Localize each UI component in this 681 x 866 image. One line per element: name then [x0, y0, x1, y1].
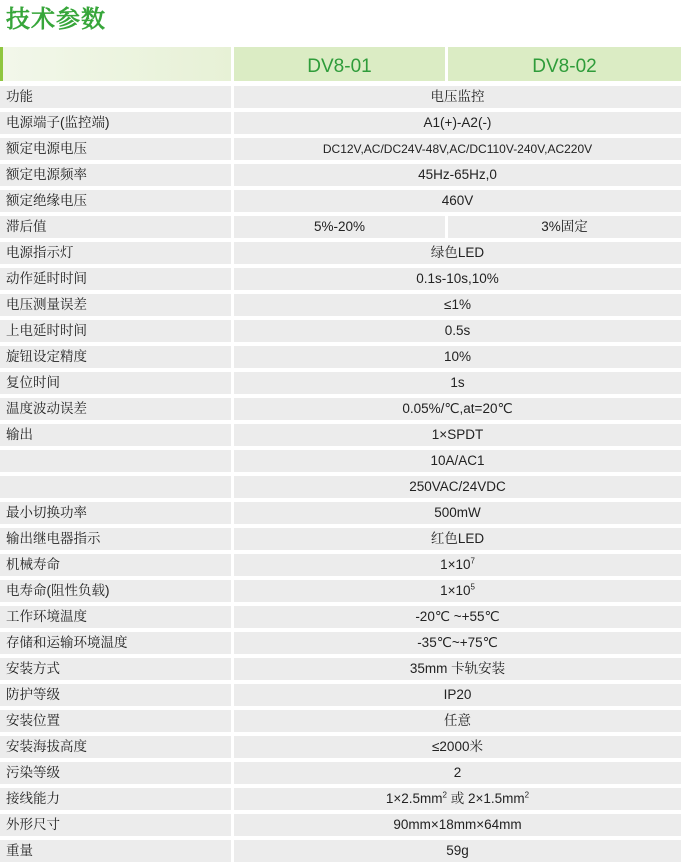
row-label: 工作环境温度 [0, 606, 231, 628]
table-row [0, 84, 681, 110]
row-value: ≤1% [234, 294, 681, 316]
row-value: 电压监控 [234, 86, 681, 108]
table-row [0, 578, 681, 604]
spec-table [0, 84, 681, 864]
header-model-dv8-02: DV8-02 [448, 47, 681, 81]
row-label: 上电延时时间 [0, 320, 231, 342]
row-label: 复位时间 [0, 372, 231, 394]
row-label: 安装位置 [0, 710, 231, 732]
value-text-or: 或 [446, 791, 468, 806]
row-value: 0.1s-10s,10% [234, 268, 681, 290]
value-exponent: 5 [470, 582, 475, 592]
row-value: 35mm 卡轨安装 [234, 658, 681, 680]
table-row [0, 708, 681, 734]
table-row [0, 292, 681, 318]
row-label: 最小切换功率 [0, 502, 231, 524]
table-row [0, 448, 681, 474]
row-label: 接线能力 [0, 788, 231, 810]
row-label: 安装方式 [0, 658, 231, 680]
row-label [0, 450, 231, 472]
row-label: 安装海拔高度 [0, 736, 231, 758]
row-value [234, 554, 681, 576]
value-exponent: 7 [470, 556, 475, 566]
table-row [0, 552, 681, 578]
table-row [0, 344, 681, 370]
row-label: 防护等级 [0, 684, 231, 706]
table-row [0, 760, 681, 786]
row-value: 45Hz-65Hz,0 [234, 164, 681, 186]
section-title: 技术参数 [6, 6, 106, 33]
row-label: 额定电源频率 [0, 164, 231, 186]
row-label: 旋钮设定精度 [0, 346, 231, 368]
table-row [0, 370, 681, 396]
row-value: -20℃ ~+55℃ [234, 606, 681, 628]
table-row [0, 396, 681, 422]
row-value: 2 [234, 762, 681, 784]
table-row [0, 786, 681, 812]
row-label: 电源指示灯 [0, 242, 231, 264]
table-row [0, 604, 681, 630]
table-row [0, 162, 681, 188]
row-label: 外形尺寸 [0, 814, 231, 836]
row-label: 电源端子(监控端) [0, 112, 231, 134]
value-text: 1×10 [440, 557, 471, 572]
row-label: 滞后值 [0, 216, 231, 238]
table-row [0, 136, 681, 162]
row-label: 存储和运输环境温度 [0, 632, 231, 654]
table-row [0, 656, 681, 682]
row-value: 10A/AC1 [234, 450, 681, 472]
row-value [234, 788, 681, 810]
value-exponent-b: 2 [524, 790, 530, 800]
row-label [0, 476, 231, 498]
row-value: 任意 [234, 710, 681, 732]
row-value: 0.5s [234, 320, 681, 342]
table-row [0, 526, 681, 552]
table-row [0, 422, 681, 448]
row-value: 绿色LED [234, 242, 681, 264]
value-exponent-a: 2 [442, 790, 447, 800]
table-row [0, 682, 681, 708]
table-row [0, 734, 681, 760]
row-value-dv8-01: 5%-20% [234, 216, 445, 238]
table-row [0, 188, 681, 214]
table-row [0, 630, 681, 656]
row-label: 输出 [0, 424, 231, 446]
table-row [0, 500, 681, 526]
row-label: 动作延时时间 [0, 268, 231, 290]
row-value: 1×SPDT [234, 424, 681, 446]
table-row [0, 838, 681, 864]
row-label: 机械寿命 [0, 554, 231, 576]
table-header [0, 47, 681, 81]
row-value: 59g [234, 840, 681, 862]
table-row [0, 110, 681, 136]
row-value: A1(+)-A2(-) [234, 112, 681, 134]
row-label: 输出继电器指示 [0, 528, 231, 550]
value-text: 1×10 [440, 583, 471, 598]
row-label: 温度波动误差 [0, 398, 231, 420]
table-row [0, 214, 681, 240]
row-value: 1s [234, 372, 681, 394]
header-model-dv8-01: DV8-01 [234, 47, 445, 81]
row-value: 红色LED [234, 528, 681, 550]
value-text-b: 2×1.5mm [468, 791, 525, 806]
row-value: IP20 [234, 684, 681, 706]
table-row [0, 812, 681, 838]
table-row [0, 474, 681, 500]
row-label: 电压测量误差 [0, 294, 231, 316]
row-value [234, 580, 681, 602]
value-text-a: 1×2.5mm [385, 791, 443, 806]
row-value-dv8-02: 3%固定 [448, 216, 681, 238]
row-value: DC12V,AC/DC24V-48V,AC/DC110V-240V,AC220V [234, 138, 681, 160]
row-label: 污染等级 [0, 762, 231, 784]
row-value: 0.05%/℃,at=20℃ [234, 398, 681, 420]
table-row [0, 266, 681, 292]
row-value: -35℃~+75℃ [234, 632, 681, 654]
row-label: 功能 [0, 86, 231, 108]
table-row [0, 318, 681, 344]
row-value: 90mm×18mm×64mm [234, 814, 681, 836]
row-label: 重量 [0, 840, 231, 862]
row-label: 电寿命(阻性负载) [0, 580, 231, 602]
header-label-cell [0, 47, 231, 81]
row-value: ≤2000米 [234, 736, 681, 758]
table-row [0, 240, 681, 266]
row-label: 额定电源电压 [0, 138, 231, 160]
row-label: 额定绝缘电压 [0, 190, 231, 212]
row-value: 460V [234, 190, 681, 212]
row-value: 500mW [234, 502, 681, 524]
row-value: 10% [234, 346, 681, 368]
row-value: 250VAC/24VDC [234, 476, 681, 498]
